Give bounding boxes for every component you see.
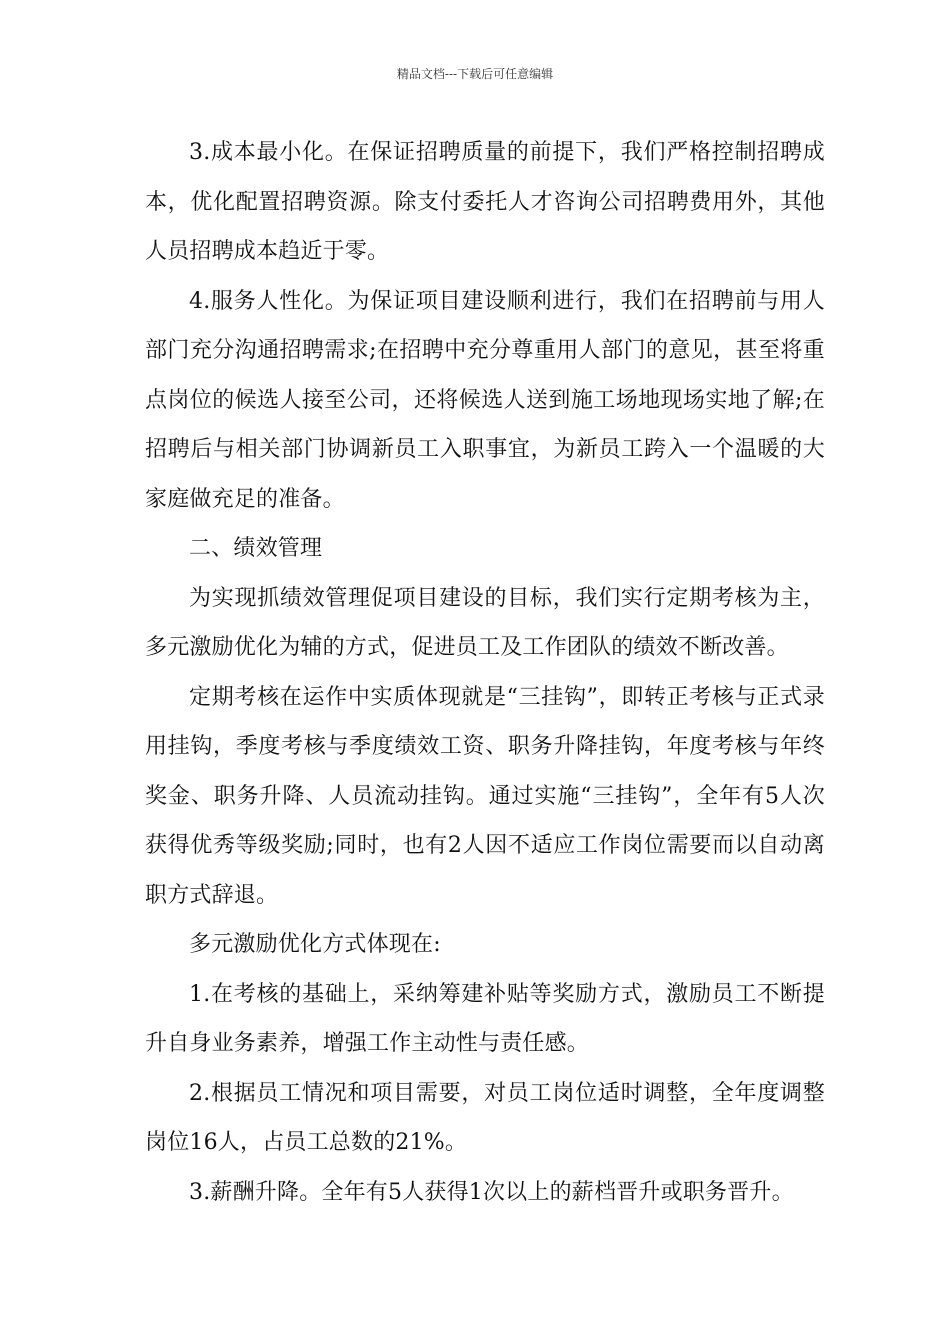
paragraph-performance-goal: 为实现抓绩效管理促项目建设的目标，我们实行定期考核为主，多元激励优化为辅的方式，促进员工及工作团队的绩效不断改善。 [145, 585, 825, 660]
paragraph-three-links: 定期考核在运作中实质体现就是“三挂钩”，即转正考核与正式录用挂钩，季度考核与季度绩效工资、职务升降挂钩，年度考核与年终奖金、职务升降、人员流动挂钩。通过实施“三挂钩”，全年有5人次获得优秀等级奖励;同时，也有2人因不适应工作岗位需要而以自动离职方式辞退。 [145, 684, 825, 908]
paragraph-service-humanization: 4.服务人性化。为保证项目建设顺利进行，我们在招聘前与用人部门充分沟通招聘需求;在招聘中充分尊重用人部门的意见，甚至将重点岗位的候选人接至公司，还将候选人送到施工场地现场实地了解;在招聘后与相关部门协调新员工入职事宜，为新员工跨入一个温暖的大家庭做充足的准备。 [145, 288, 825, 512]
paragraph-cost-minimization: 3.成本最小化。在保证招聘质量的前提下，我们严格控制招聘成本，优化配置招聘资源。除支付委托人才咨询公司招聘费用外，其他人员招聘成本趋近于零。 [145, 140, 825, 264]
paragraph-incentive-2: 2.根据员工情况和项目需要，对员工岗位适时调整，全年度调整岗位16人，占员工总数的21%。 [145, 1080, 825, 1155]
paragraph-incentive-3: 3.薪酬升降。全年有5人获得1次以上的薪档晋升或职务晋升。 [189, 1179, 794, 1205]
paragraph-incentive-intro: 多元激励优化方式体现在: [189, 932, 441, 957]
document-body [145, 128, 825, 1217]
paragraph-incentive-1: 1.在考核的基础上，采纳筹建补贴等奖励方式，激励员工不断提升自身业务素养，增强工作主动性与责任感。 [145, 981, 825, 1056]
page-header: 精品文档---下载后可任意编辑 [396, 67, 554, 81]
section-heading-performance-management: 二、绩效管理 [189, 536, 323, 561]
